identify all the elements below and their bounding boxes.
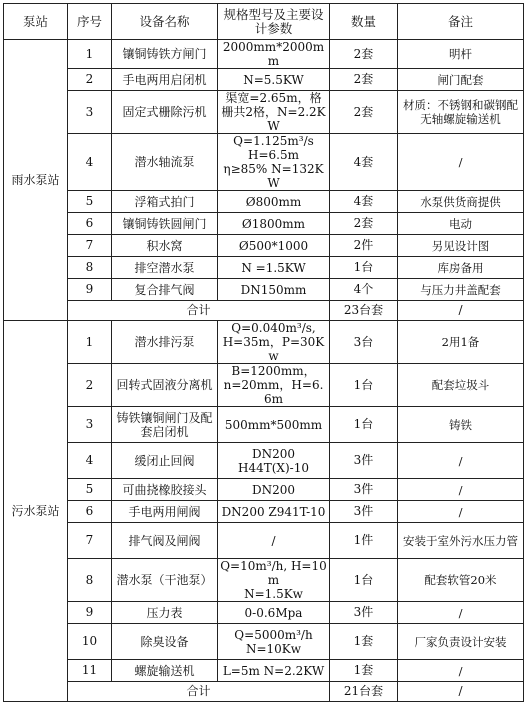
- remark-cell: /: [398, 501, 524, 523]
- number-cell: 11: [68, 660, 112, 682]
- quantity-cell: 1件: [330, 523, 398, 559]
- quantity-cell: 2套: [330, 91, 398, 134]
- table-row: [4, 235, 524, 257]
- remark-cell: 电动: [398, 213, 524, 235]
- table-row: [4, 479, 524, 501]
- remark-cell: /: [398, 602, 524, 624]
- spec-cell: Ø1800mm: [218, 213, 330, 235]
- equipment-name-cell: 固定式栅除污机: [112, 91, 218, 134]
- remark-cell: 明杆: [398, 40, 524, 69]
- equipment-name-cell: 潜水泵（干池泵）: [112, 559, 218, 602]
- total-label: 合计: [68, 682, 330, 702]
- equipment-name-cell: 缓闭止回阀: [112, 443, 218, 479]
- spec-cell: Q=10m³/h, H=10m N=1.5Kw: [218, 559, 330, 602]
- table-row: [4, 443, 524, 479]
- header-quantity: 数量: [330, 4, 398, 40]
- table-row: [4, 501, 524, 523]
- equipment-name-cell: 铸铁镶铜闸门及配套启闭机: [112, 407, 218, 443]
- equipment-table: [3, 3, 524, 702]
- remark-cell: 安装于室外污水压力管: [398, 523, 524, 559]
- equipment-name-cell: 压力表: [112, 602, 218, 624]
- spec-cell: 2000mm*2000mm: [218, 40, 330, 69]
- remark-cell: 与压力井盖配套: [398, 279, 524, 301]
- equipment-name-cell: 排气阀及闸阀: [112, 523, 218, 559]
- spec-cell: DN200 Z941T-10: [218, 501, 330, 523]
- quantity-cell: 3件: [330, 479, 398, 501]
- table-row: [4, 321, 524, 364]
- number-cell: 5: [68, 191, 112, 213]
- number-cell: 6: [68, 501, 112, 523]
- equipment-name-cell: 复合排气阀: [112, 279, 218, 301]
- quantity-cell: 3件: [330, 602, 398, 624]
- quantity-cell: 1台: [330, 559, 398, 602]
- remark-cell: 水泵供货商提供: [398, 191, 524, 213]
- spec-cell: 500mm*500mm: [218, 407, 330, 443]
- header-row: [4, 4, 524, 40]
- header-equipment-name: 设备名称: [112, 4, 218, 40]
- spec-cell: Ø800mm: [218, 191, 330, 213]
- remark-cell: 闸门配套: [398, 69, 524, 91]
- quantity-cell: 1套: [330, 660, 398, 682]
- header-remark: 备注: [398, 4, 524, 40]
- number-cell: 6: [68, 213, 112, 235]
- spec-cell: Q=0.040m³/s, H=35m，P=30Kw: [218, 321, 330, 364]
- quantity-cell: 4套: [330, 191, 398, 213]
- equipment-name-cell: 镶铜铸铁方闸门: [112, 40, 218, 69]
- header-station: 泵站: [4, 4, 68, 40]
- quantity-cell: 2件: [330, 235, 398, 257]
- quantity-cell: 2套: [330, 69, 398, 91]
- table-row: [4, 69, 524, 91]
- quantity-cell: 4套: [330, 134, 398, 191]
- spec-cell: Q=1.125m³/s H=6.5m η≥85% N=132KW: [218, 134, 330, 191]
- equipment-name-cell: 回转式固液分离机: [112, 364, 218, 407]
- equipment-name-cell: 除臭设备: [112, 624, 218, 660]
- spec-cell: 0-0.6Mpa: [218, 602, 330, 624]
- quantity-cell: 1台: [330, 257, 398, 279]
- number-cell: 7: [68, 523, 112, 559]
- station-cell: 污水泵站: [4, 321, 68, 702]
- remark-cell: 材质：不锈钢和碳钢配无轴螺旋输送机: [398, 91, 524, 134]
- remark-cell: 配套软管20米: [398, 559, 524, 602]
- equipment-table-sheet: [3, 3, 523, 702]
- number-cell: 9: [68, 279, 112, 301]
- number-cell: 7: [68, 235, 112, 257]
- spec-cell: Q=5000m³/h N=10Kw: [218, 624, 330, 660]
- quantity-cell: 1台: [330, 407, 398, 443]
- number-cell: 3: [68, 91, 112, 134]
- remark-cell: 铸铁: [398, 407, 524, 443]
- remark-cell: 库房备用: [398, 257, 524, 279]
- number-cell: 1: [68, 40, 112, 69]
- table-row: [4, 559, 524, 602]
- spec-cell: 渠宽=2.65m，格栅共2格，N=2.2KW: [218, 91, 330, 134]
- number-cell: 8: [68, 559, 112, 602]
- table-row: [4, 257, 524, 279]
- remark-cell: /: [398, 443, 524, 479]
- remark-cell: /: [398, 479, 524, 501]
- quantity-cell: 3件: [330, 501, 398, 523]
- quantity-cell: 3台: [330, 321, 398, 364]
- quantity-cell: 2套: [330, 40, 398, 69]
- table-row: [4, 91, 524, 134]
- table-row: [4, 523, 524, 559]
- total-quantity: 21台套: [330, 682, 398, 702]
- table-row: [4, 40, 524, 69]
- total-label: 合计: [68, 301, 330, 321]
- equipment-name-cell: 浮箱式拍门: [112, 191, 218, 213]
- spec-cell: N =1.5KW: [218, 257, 330, 279]
- remark-cell: 厂家负责设计安装: [398, 624, 524, 660]
- equipment-name-cell: 镶铜铸铁圆闸门: [112, 213, 218, 235]
- station-cell: 雨水泵站: [4, 40, 68, 321]
- number-cell: 4: [68, 443, 112, 479]
- spec-cell: DN200 H44T(X)-10: [218, 443, 330, 479]
- header-spec: 规格型号及主要设计参数: [218, 4, 330, 40]
- spec-cell: L=5m N=2.2KW: [218, 660, 330, 682]
- equipment-name-cell: 螺旋输送机: [112, 660, 218, 682]
- number-cell: 5: [68, 479, 112, 501]
- number-cell: 9: [68, 602, 112, 624]
- remark-cell: 配套垃圾斗: [398, 364, 524, 407]
- remark-cell: 2用1备: [398, 321, 524, 364]
- spec-cell: B=1200mm， n=20mm，H=6.6m: [218, 364, 330, 407]
- number-cell: 2: [68, 364, 112, 407]
- number-cell: 8: [68, 257, 112, 279]
- equipment-name-cell: 潜水排污泵: [112, 321, 218, 364]
- quantity-cell: 1台: [330, 364, 398, 407]
- quantity-cell: 4个: [330, 279, 398, 301]
- total-quantity: 23台套: [330, 301, 398, 321]
- table-row: [4, 191, 524, 213]
- quantity-cell: 3件: [330, 443, 398, 479]
- equipment-name-cell: 积水窝: [112, 235, 218, 257]
- equipment-name-cell: 手电两用闸阀: [112, 501, 218, 523]
- spec-cell: Ø500*1000: [218, 235, 330, 257]
- spec-cell: DN200: [218, 479, 330, 501]
- number-cell: 10: [68, 624, 112, 660]
- equipment-name-cell: 排空潜水泵: [112, 257, 218, 279]
- table-row: [4, 407, 524, 443]
- equipment-name-cell: 潜水轴流泵: [112, 134, 218, 191]
- remark-cell: /: [398, 134, 524, 191]
- number-cell: 1: [68, 321, 112, 364]
- number-cell: 4: [68, 134, 112, 191]
- table-row: [4, 602, 524, 624]
- total-remark: /: [398, 301, 524, 321]
- quantity-cell: 1套: [330, 624, 398, 660]
- table-row: [4, 279, 524, 301]
- spec-cell: DN150mm: [218, 279, 330, 301]
- table-body: [4, 40, 524, 702]
- spec-cell: N=5.5KW: [218, 69, 330, 91]
- table-row: [4, 213, 524, 235]
- total-row: [4, 682, 524, 702]
- equipment-name-cell: 手电两用启闭机: [112, 69, 218, 91]
- table-row: [4, 364, 524, 407]
- remark-cell: 另见设计图: [398, 235, 524, 257]
- total-row: [4, 301, 524, 321]
- table-row: [4, 134, 524, 191]
- remark-cell: /: [398, 660, 524, 682]
- header-number: 序号: [68, 4, 112, 40]
- quantity-cell: 2套: [330, 213, 398, 235]
- table-row: [4, 660, 524, 682]
- number-cell: 3: [68, 407, 112, 443]
- number-cell: 2: [68, 69, 112, 91]
- total-remark: /: [398, 682, 524, 702]
- equipment-name-cell: 可曲挠橡胶接头: [112, 479, 218, 501]
- table-row: [4, 624, 524, 660]
- spec-cell: /: [218, 523, 330, 559]
